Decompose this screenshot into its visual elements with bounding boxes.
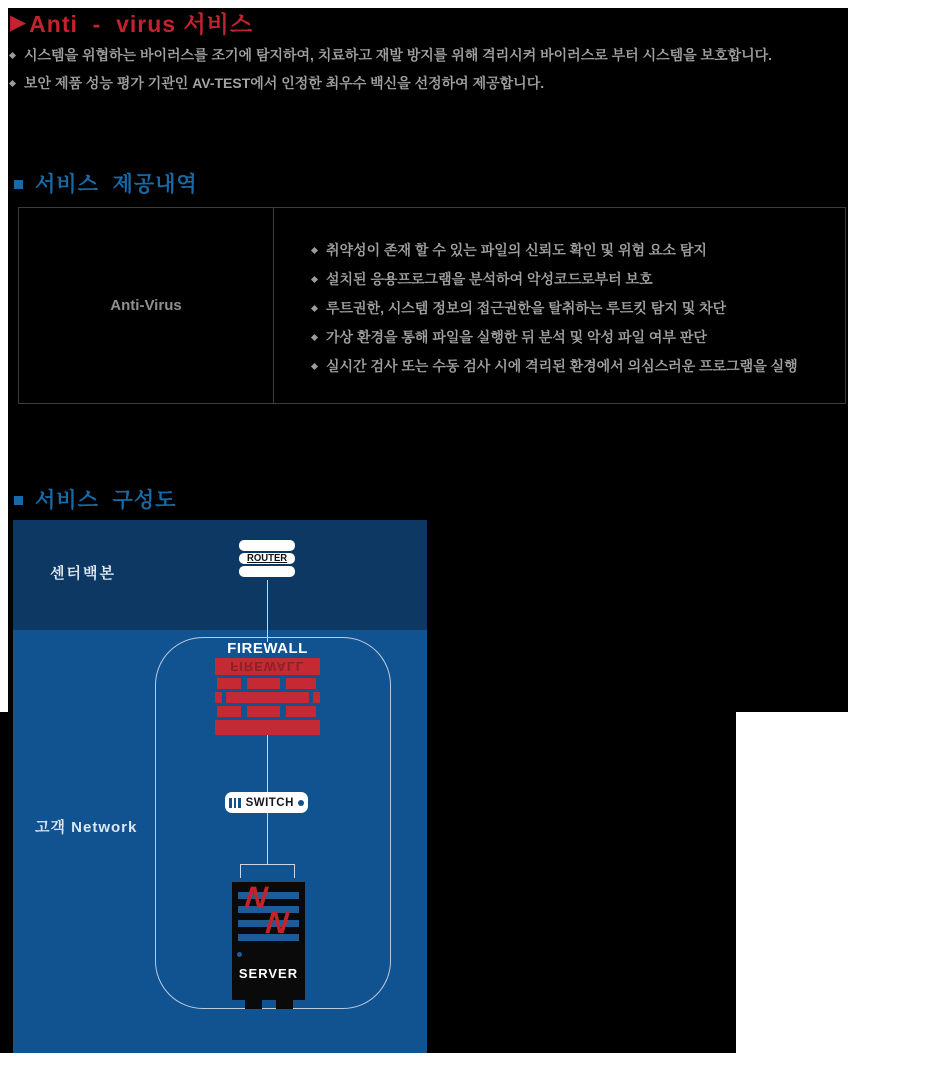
- switch-icon: [225, 792, 308, 813]
- page-title-text: Anti - virus 서비스: [29, 11, 254, 37]
- server-logo-n-icon: N: [264, 905, 291, 940]
- firewall-icon: [215, 658, 320, 735]
- server-label: SERVER: [238, 966, 299, 981]
- intro-line: 보안 제품 성능 평가 기관인 AV-TEST에서 인정한 최우수 백신을 선정하여 제공합니다.: [24, 75, 545, 91]
- brick: [215, 692, 222, 703]
- title-arrow-icon: ▶: [10, 11, 28, 34]
- bullet-diamond-icon: [311, 363, 318, 370]
- link-switch-server: [267, 813, 268, 864]
- table-row: [312, 327, 829, 356]
- link-fork-leg-left: [240, 864, 241, 878]
- detail-item: 설치된 응용프로그램을 분석하여 악성코드로부터 보호: [326, 271, 653, 287]
- switch-led-icon: [298, 800, 304, 806]
- table-row-header-cell: [19, 208, 274, 403]
- intro-list: [10, 45, 772, 101]
- server-tower: [232, 882, 305, 1000]
- brick: [226, 692, 309, 703]
- link-fork-leg-right: [294, 864, 295, 878]
- table-row: [312, 298, 829, 327]
- service-network-diagram: [13, 520, 427, 1053]
- brick: [217, 678, 241, 689]
- router-label: ROUTER: [246, 553, 288, 564]
- table-detail-cell: [274, 208, 845, 403]
- brick: [217, 706, 241, 717]
- brick: [247, 706, 280, 717]
- firewall-top-band: [215, 658, 320, 675]
- server-icon: [232, 882, 305, 1009]
- intro-line: 시스템을 위협하는 바이러스를 조기에 탐지하여, 치료하고 재발 방지를 위해 격리시켜 바이러스로 부터 시스템을 보호합니다.: [24, 47, 773, 63]
- router-slat: [239, 566, 295, 577]
- table-row: [312, 269, 829, 298]
- server-led-icon: [237, 952, 242, 957]
- bullet-diamond-icon: [9, 80, 16, 87]
- bullet-diamond-icon: [311, 247, 318, 254]
- switch-label: SWITCH: [245, 796, 294, 809]
- square-bullet-icon: [14, 180, 23, 189]
- server-feet: [232, 1000, 305, 1009]
- brick: [313, 692, 320, 703]
- detail-item: 가상 환경을 통해 파일을 실행한 뒤 분석 및 악성 파일 여부 판단: [326, 329, 707, 345]
- firewall-bottom-band: [215, 720, 320, 735]
- table-row: [312, 356, 829, 385]
- customer-zone-label: 고객 Network: [35, 819, 138, 836]
- brick: [286, 678, 316, 689]
- firewall-brick-row: [215, 692, 320, 703]
- firewall-brick-row: [215, 678, 320, 689]
- router-icon: [239, 540, 295, 579]
- brick: [286, 706, 316, 717]
- section-heading-service-details: [14, 168, 198, 198]
- table-row: [312, 240, 829, 269]
- section-heading-diagram: [14, 484, 176, 514]
- backbone-zone-label: 센터백본: [50, 565, 116, 582]
- page-title: [10, 6, 253, 39]
- detail-item: 취약성이 존재 할 수 있는 파일의 신뢰도 확인 및 위험 요소 탐지: [326, 242, 707, 258]
- server-logo-n-icon: N: [243, 880, 270, 915]
- router-slat: [239, 540, 295, 551]
- section-heading-text: 서비스 구성도: [35, 489, 177, 512]
- firewall-brick-row: [215, 706, 320, 717]
- link-router-firewall: [267, 580, 268, 642]
- link-firewall-switch: [267, 735, 268, 792]
- bullet-diamond-icon: [311, 334, 318, 341]
- router-slat: [239, 553, 295, 564]
- list-item: [10, 45, 772, 73]
- list-item: [10, 73, 772, 101]
- firewall-mirror-label: FIREWALL: [230, 659, 305, 674]
- bullet-diamond-icon: [311, 276, 318, 283]
- detail-item: 루트권한, 시스템 정보의 접근권한을 탈취하는 루트킷 탐지 및 차단: [326, 300, 727, 316]
- service-details-table: [18, 207, 846, 404]
- link-fork-horizontal: [240, 864, 295, 865]
- brick: [247, 678, 280, 689]
- square-bullet-icon: [14, 496, 23, 505]
- detail-item: 실시간 검사 또는 수동 검사 시에 격리된 환경에서 의심스러운 프로그램을 실행: [326, 358, 798, 374]
- row-label: Anti-Virus: [110, 297, 182, 314]
- bullet-diamond-icon: [9, 52, 16, 59]
- section-heading-text: 서비스 제공내역: [35, 173, 198, 196]
- bullet-diamond-icon: [311, 305, 318, 312]
- switch-port-bars-icon: [229, 798, 241, 808]
- firewall-label: FIREWALL: [227, 640, 308, 657]
